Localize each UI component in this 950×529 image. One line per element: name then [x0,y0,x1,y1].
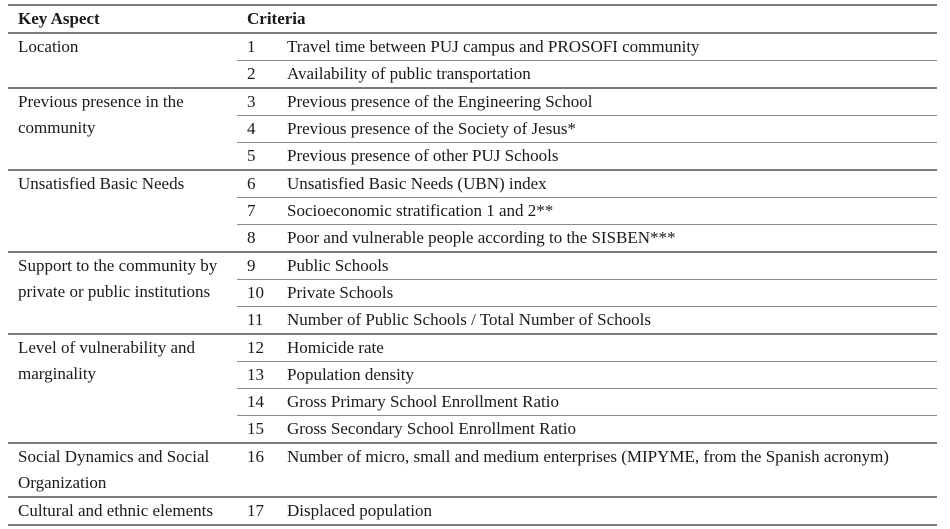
criterion-text: Private Schools [283,280,937,307]
criterion-text: Unsatisfied Basic Needs (UBN) index [283,170,937,198]
criterion-number: 17 [237,497,283,525]
key-aspect-cell: Level of vulnerability and marginality [8,334,237,443]
criterion-text: Travel time between PUJ campus and PROSOFI community [283,33,937,61]
table-row [8,252,937,280]
criterion-text: Homicide rate [283,334,937,362]
key-aspect-cell: Social Dynamics and Social Organization [8,443,237,497]
criterion-text: Previous presence of the Engineering School [283,88,937,116]
criterion-text: Gross Primary School Enrollment Ratio [283,389,937,416]
table-row [8,497,937,525]
criterion-text: Displaced population [283,497,937,525]
table-row [8,33,937,61]
criterion-number: 4 [237,116,283,143]
criterion-text: Number of Public Schools / Total Number of Schools [283,307,937,335]
table-row [8,170,937,198]
criterion-text: Previous presence of the Society of Jesus* [283,116,937,143]
criterion-text: Poor and vulnerable people according to the SISBEN*** [283,225,937,253]
criterion-number: 8 [237,225,283,253]
criterion-text: Public Schools [283,252,937,280]
criteria-table [8,4,937,526]
key-aspect-cell: Previous presence in the community [8,88,237,170]
table-row [8,88,937,116]
key-aspect-cell: Support to the community by private or public institutions [8,252,237,334]
criterion-text: Socioeconomic stratification 1 and 2** [283,198,937,225]
criterion-number: 11 [237,307,283,335]
criterion-number: 10 [237,280,283,307]
table-header-row [8,5,937,33]
table-row [8,443,937,497]
criterion-number: 13 [237,362,283,389]
criterion-number: 7 [237,198,283,225]
criterion-number: 1 [237,33,283,61]
criterion-number: 2 [237,61,283,89]
key-aspect-cell: Location [8,33,237,88]
header-key-aspect: Key Aspect [8,5,237,33]
criterion-number: 6 [237,170,283,198]
table-body [8,33,937,525]
criterion-number: 3 [237,88,283,116]
criterion-number: 12 [237,334,283,362]
criterion-number: 9 [237,252,283,280]
criterion-number: 15 [237,416,283,444]
criterion-text: Number of micro, small and medium enterprises (MIPYME, from the Spanish acronym) [283,443,937,497]
criterion-text: Previous presence of other PUJ Schools [283,143,937,171]
table-row [8,334,937,362]
header-criteria: Criteria [237,5,937,33]
criterion-text: Availability of public transportation [283,61,937,89]
criterion-number: 14 [237,389,283,416]
criterion-number: 16 [237,443,283,497]
key-aspect-cell: Cultural and ethnic elements [8,497,237,525]
key-aspect-cell: Unsatisfied Basic Needs [8,170,237,252]
criterion-text: Gross Secondary School Enrollment Ratio [283,416,937,444]
criterion-number: 5 [237,143,283,171]
criterion-text: Population density [283,362,937,389]
